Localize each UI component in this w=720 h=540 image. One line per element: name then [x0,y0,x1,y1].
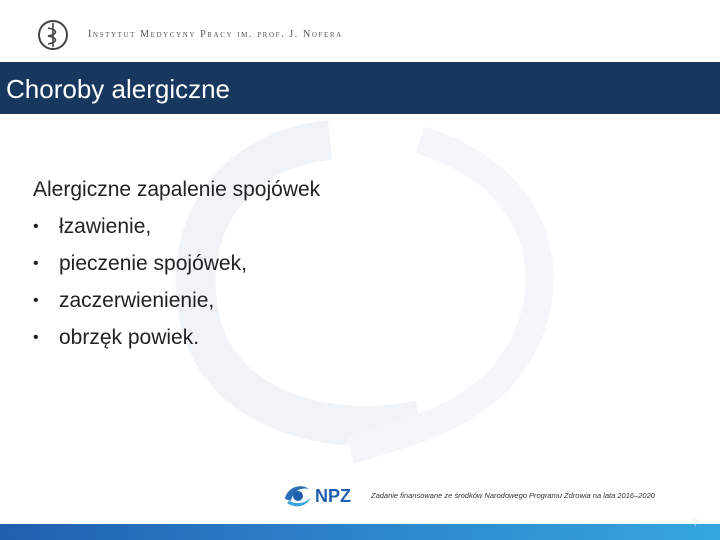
institute-name: Instytut Medycyny Pracy im. prof. J. Nofera [88,29,343,40]
funding-note: Zadanie finansowane ze środków Narodowego Programu Zdrowia na lata 2016–2020 [371,491,655,500]
bullet-icon: • [33,329,39,346]
snake-emblem-icon [36,18,70,52]
list-item [33,212,320,241]
bullet-icon: • [33,292,39,309]
title-bar [0,62,720,114]
page-number: 7 [692,518,698,528]
list-item [33,249,320,278]
list-item-text: zaczerwienienie, [59,289,215,312]
npz-logo-text: NPZ [315,486,351,506]
bullet-list [33,212,320,352]
content-area [33,176,320,360]
section-heading: Alergiczne zapalenie spojówek [33,178,321,201]
list-item-text: obrzęk powiek. [59,326,200,349]
bullet-icon: • [33,218,39,235]
slide-title: Choroby alergiczne [6,74,231,104]
bottom-bar [0,524,720,540]
list-item-text: łzawienie, [59,215,152,238]
bullet-icon: • [33,255,39,272]
list-item-text: pieczenie spojówek, [59,252,247,275]
npz-logo-icon [281,479,367,513]
list-item [33,323,320,352]
list-item [33,286,320,315]
